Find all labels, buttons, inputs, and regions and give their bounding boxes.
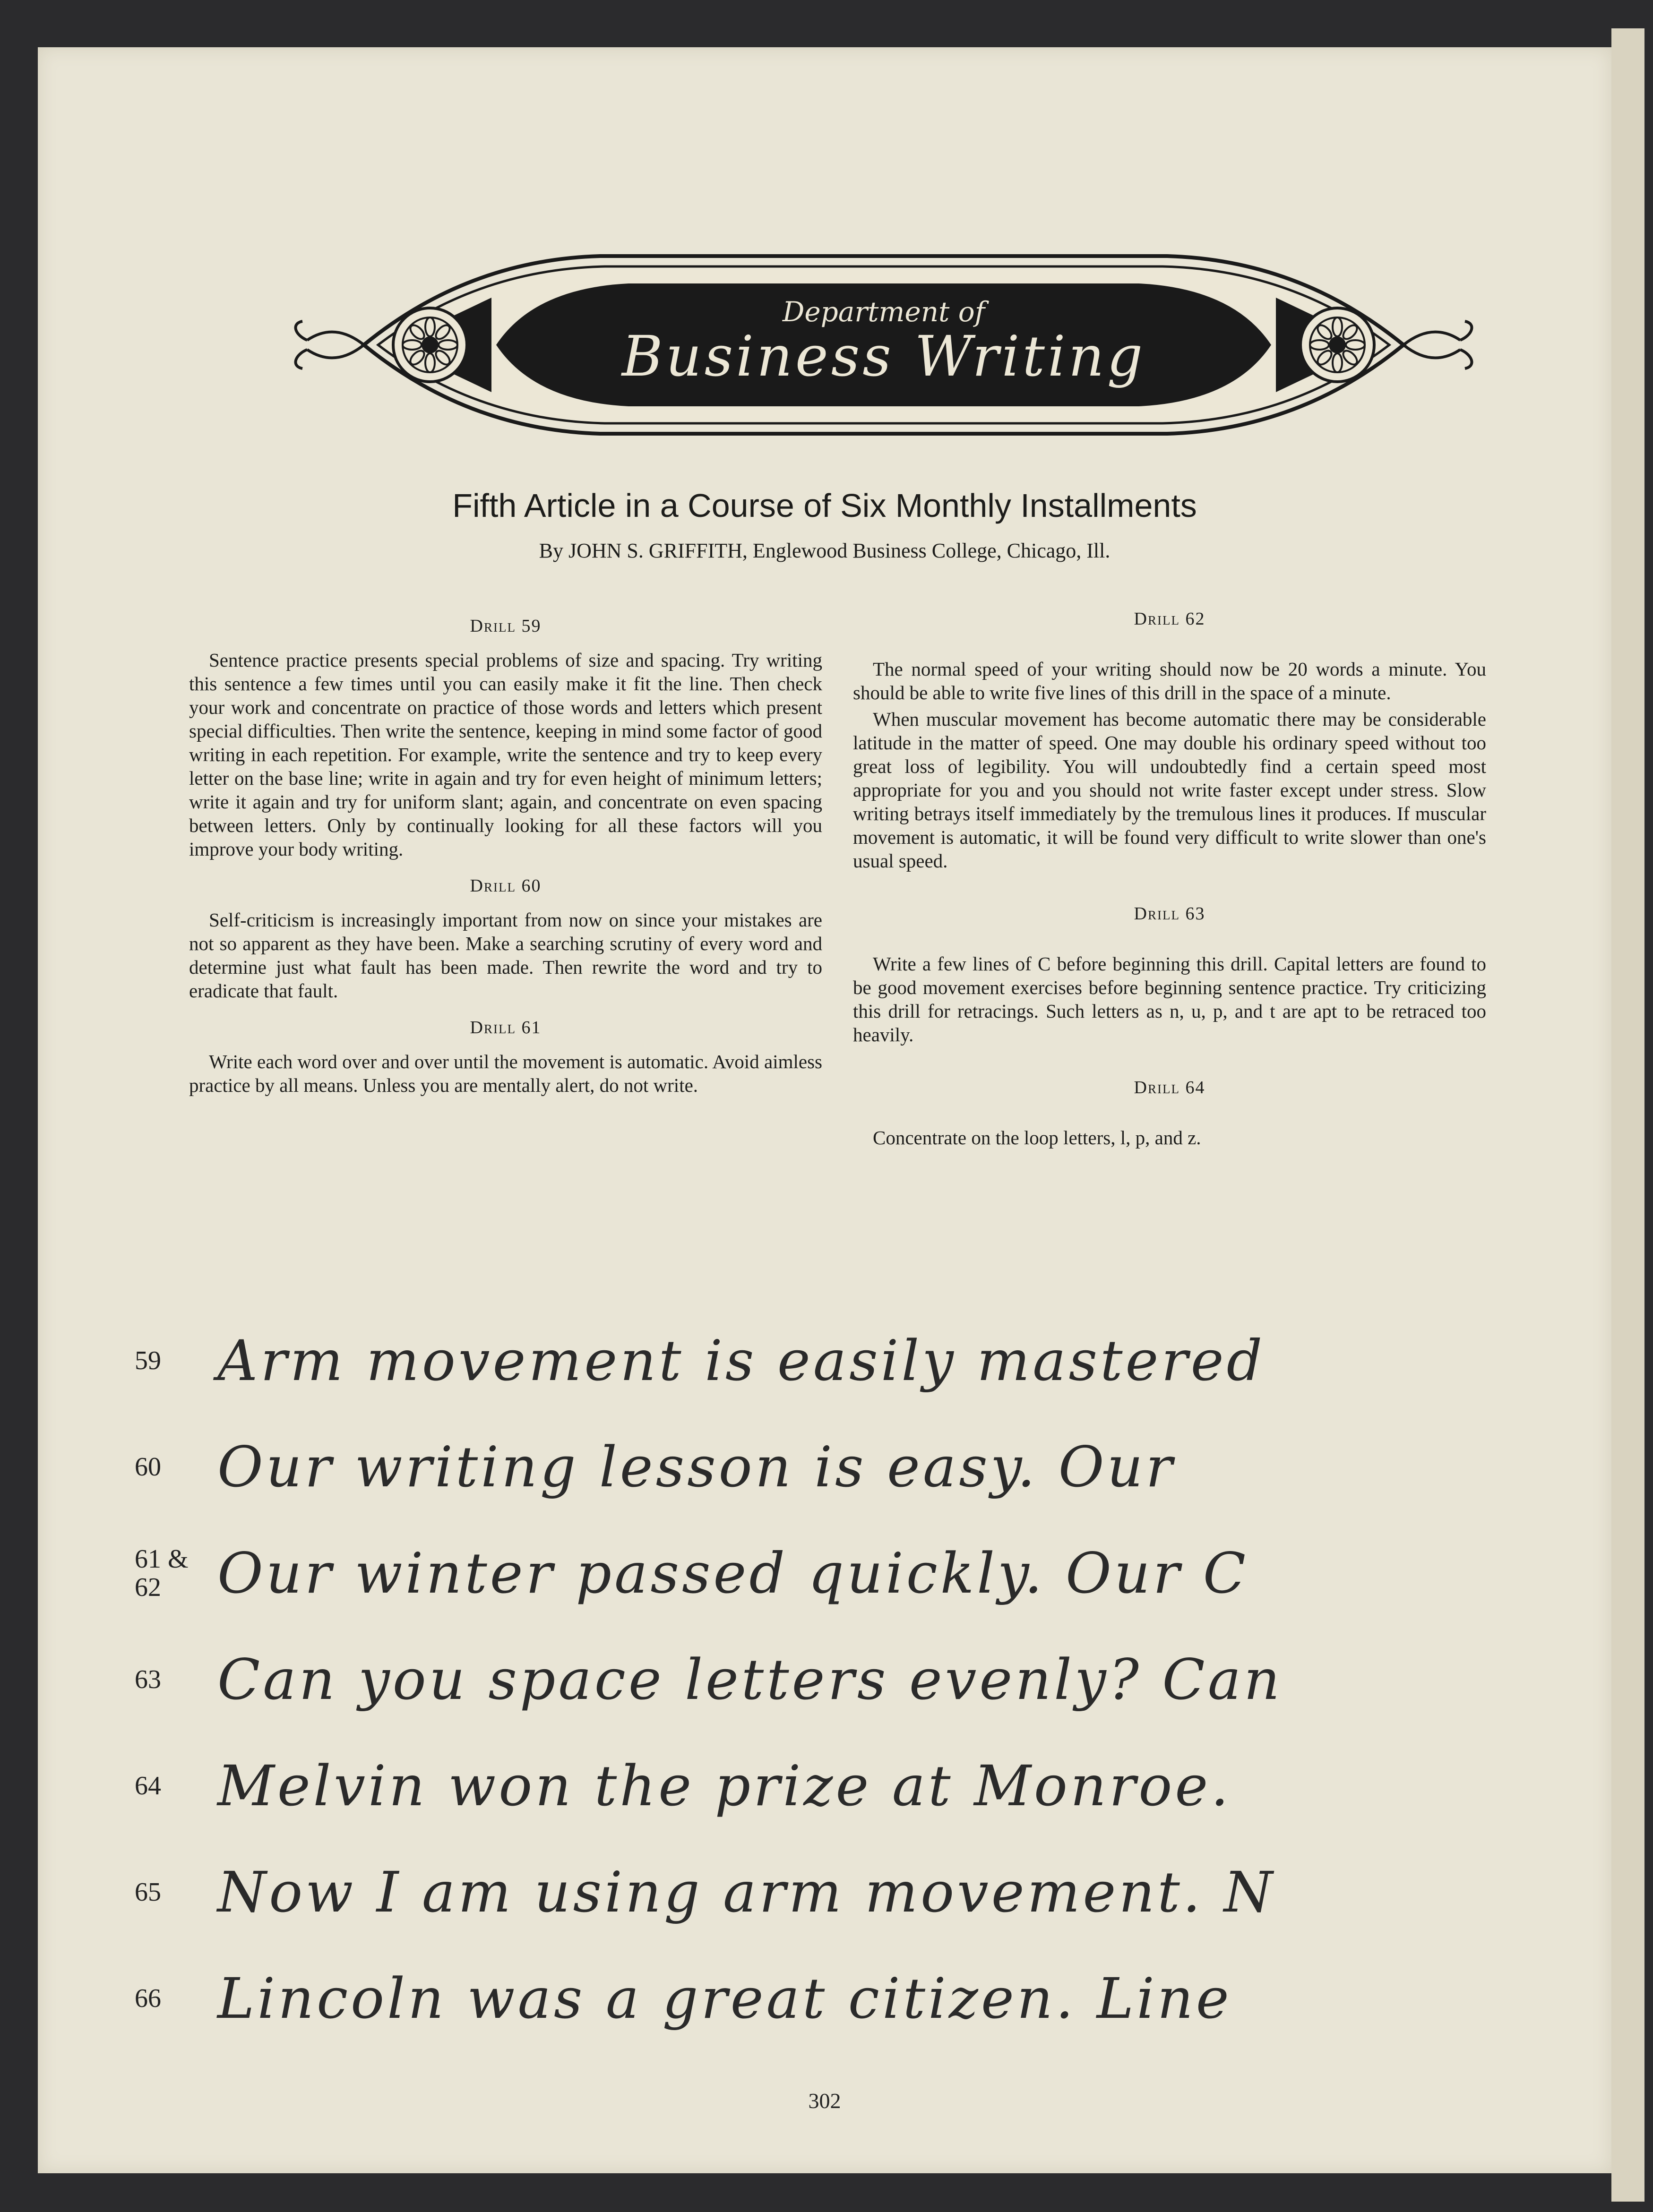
drill-heading: Drill 64 (1134, 1078, 1205, 1097)
specimen-row (38, 1313, 1611, 1408)
adjacent-page-edge (1611, 28, 1644, 2202)
article-byline: By JOHN S. GRIFFITH, Englewood Business College, Chicago, Ill. (539, 539, 1111, 562)
specimen-script: Can you space letters evenly? Can (217, 1647, 1283, 1712)
page-number: 302 (808, 2089, 841, 2113)
specimen-number: 66 (135, 1984, 161, 2013)
drill-61-text: Write each word over and over until the movement is automatic. Avoid aimless practice by all means. Unless you are mentally alert, do not write. (189, 1051, 822, 1096)
left-column (189, 614, 822, 1110)
specimen-row (38, 1739, 1611, 1833)
specimen-row (38, 1420, 1611, 1514)
drill-heading: Drill 63 (1134, 904, 1205, 924)
specimen-number: 60 (135, 1452, 161, 1482)
specimen-number: 59 (135, 1346, 161, 1375)
rosette-left-icon (393, 308, 467, 382)
specimen-row (38, 1951, 1611, 2046)
rosette-right-icon (1300, 308, 1374, 382)
article-title: Fifth Article in a Course of Six Monthly Installments (452, 487, 1197, 524)
specimen-number: 61 & 62 (135, 1544, 189, 1602)
drill-64-text: Concentrate on the loop letters, l, p, and z. (873, 1127, 1201, 1149)
right-column (853, 607, 1486, 1163)
drill-heading: Drill 59 (470, 616, 542, 636)
specimen-script: Our writing lesson is easy. Our (217, 1434, 1175, 1500)
scroll-right-icon (1403, 321, 1472, 369)
magazine-page (38, 47, 1611, 2173)
drill-62-text-2: When muscular movement has become automatic there may be considerable latitude in the matter of speed. One may double his ordinary speed without too great loss of legibility. You will undoubtedly find a certain speed most appropriate for you and you should not write faster except under stress. Slow writing betrays itself immediately by the tremulous lines it produces. If muscular movement is automatic, it will be found very difficult to write slower than one's usual speed. (853, 708, 1486, 872)
drill-60-text: Self-criticism is increasingly important from now on since your mistakes are not so apparent as they have been. Make a searching scrutiny of every word and determine just what fault has been made. Then rewrite the word and try to eradicate that fault. (189, 909, 822, 1002)
drill-59-text: Sentence practice presents special problems of size and spacing. Try writing this sentence a few times until you can easily make it fit the line. Then check your work and concentrate on practice of those words and letters which present special difficulties. Then write the sentence, keeping in mind some factor of good writing in each repetition. For example, write the sentence and try to keep every letter on the base line; write in again and try for even height of minimum letters; write it again and try for uniform slant; again, and concentrate on even spacing between letters. Only by continually looking for all these factors will you improve your body writing. (189, 649, 822, 860)
drill-heading: Drill 62 (1134, 609, 1205, 629)
specimen-script: Lincoln was a great citizen. Line (217, 1966, 1232, 2031)
specimen-row (38, 1845, 1611, 1939)
specimen-number: 64 (135, 1771, 161, 1800)
drill-62-text: The normal speed of your writing should now be 20 words a minute. You should be able to write five lines of this drill in the space of a minute. (853, 658, 1486, 703)
drill-heading: Drill 60 (470, 876, 542, 896)
specimen-number: 63 (135, 1665, 161, 1694)
specimen-number: 65 (135, 1878, 161, 1907)
banner-line2: Business Writing (621, 324, 1146, 389)
drill-63-text: Write a few lines of C before beginning this drill. Capital letters are found to be good movement exercises before beginning sentence practice. Try criticizing this drill for retracings. Such letters as n, u, p, and t are apt to be retraced too heavily. (853, 953, 1486, 1046)
specimen-row (38, 1632, 1611, 1727)
specimen-script: Melvin won the prize at Monroe. (217, 1753, 1231, 1818)
scroll-left-icon (296, 321, 364, 369)
specimen-row (38, 1526, 1611, 1620)
banner-line1: Department of (782, 296, 985, 328)
drill-heading: Drill 61 (470, 1018, 542, 1037)
specimen-script: Now I am using arm movement. N (217, 1860, 1276, 1925)
specimen-script: Our winter passed quickly. Our C (217, 1541, 1248, 1606)
department-banner (269, 246, 1498, 444)
specimen-script: Arm movement is easily mastered (217, 1328, 1266, 1393)
